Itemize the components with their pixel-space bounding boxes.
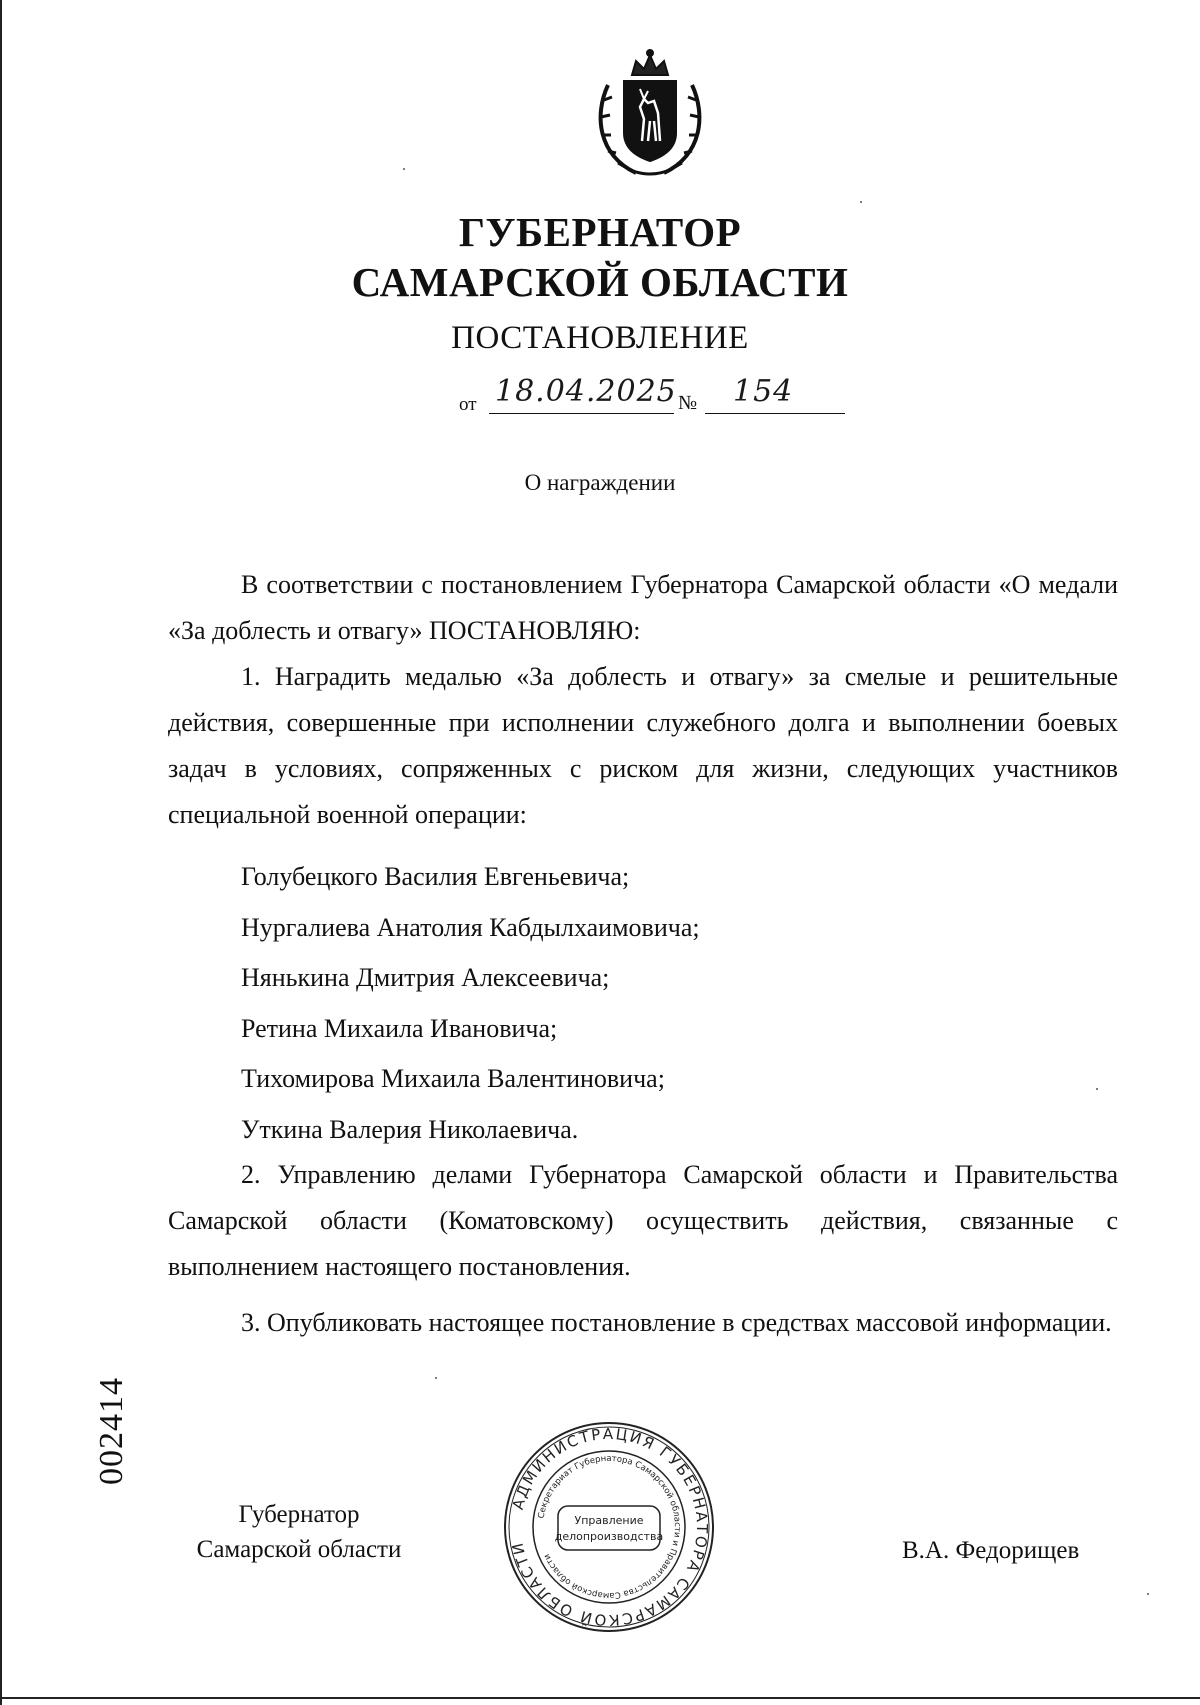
awardee-name: Нургалиева Анатолия Кабдылхаимовича; [241, 912, 700, 942]
signatory-name: В.А. Федорищев [902, 1537, 1080, 1564]
date-label: от [459, 394, 477, 415]
scan-speck [860, 201, 862, 203]
stamp-inner-text: Секретариат Губернатора Самарской области и Правительства Самарской области [536, 1453, 683, 1601]
document-type: ПОСТАНОВЛЕНИЕ [451, 320, 749, 356]
official-stamp [500, 1418, 718, 1636]
registration-number-vertical: 002414 [93, 1377, 130, 1485]
item-3-section [168, 1300, 1118, 1346]
scan-edge-bottom [0, 1697, 1200, 1699]
scan-speck [403, 168, 405, 170]
scan-speck [435, 1377, 437, 1379]
item-2-paragraph: 2. Управлению делами Губернатора Самарской области и Правительства Самарской области (Коматовскому) осуществить действия, связанные с выполнением настоящего постановления. [168, 1160, 1118, 1281]
stamp-center-line1: Управление [574, 1514, 644, 1527]
awardee-list [241, 852, 700, 1155]
coat-of-arms-emblem [588, 45, 712, 180]
date-number-line [455, 374, 855, 420]
handwritten-number: 154 [733, 374, 794, 409]
awardee-name: Голубецкого Василия Евгеньевича; [241, 862, 630, 891]
item-1-paragraph: 1. Наградить медалью «За доблесть и отвагу» за смелые и решительные действия, совершенные при исполнении служебного долга и выполнении боевых задач в условиях, сопряженных с риском для жизни, следующих участников специальной военной операции: [168, 662, 1118, 829]
body-section [168, 562, 1118, 838]
signatory-title-line1: Губернатор [238, 1501, 360, 1528]
awardee-name: Тихомирова Михаила Валентиновича; [241, 1064, 665, 1093]
awardee-name: Нянькина Дмитрия Алексеевича; [241, 963, 610, 992]
scan-edge-left [0, 0, 2, 1705]
stamp-outer-text: АДМИНИСТРАЦИЯ ГУБЕРНАТОРА САМАРСКОЙ ОБЛАСТИ [508, 1424, 712, 1630]
authority-title-line2: САМАРСКОЙ ОБЛАСТИ [351, 259, 849, 305]
awardee-name: Ретина Михаила Ивановича; [241, 1013, 558, 1043]
authority-title-line1: ГУБЕРНАТОР [458, 209, 742, 255]
stamp-center-line2: делопроизводства [554, 1530, 664, 1543]
number-underline [705, 413, 845, 414]
date-underline [489, 413, 674, 414]
item-2-section [168, 1152, 1118, 1290]
signatory-title [174, 1497, 424, 1567]
intro-paragraph: В соответствии с постановлением Губернатора Самарской области «О медали «За доблесть и отвагу» ПОСТАНОВЛЯЮ: [168, 570, 1118, 645]
scan-speck [1147, 1593, 1149, 1595]
handwritten-date: 18.04.2025 [495, 374, 677, 409]
item-3-paragraph: 3. Опубликовать настоящее постановление в средствах массовой информации. [241, 1308, 1112, 1337]
awardee-name: Уткина Валерия Николаевича. [241, 1114, 579, 1144]
signatory-title-line2: Самарской области [196, 1536, 402, 1563]
scan-speck [1096, 1088, 1098, 1090]
number-label: № [678, 392, 698, 414]
document-subject: О награждении [524, 470, 676, 495]
